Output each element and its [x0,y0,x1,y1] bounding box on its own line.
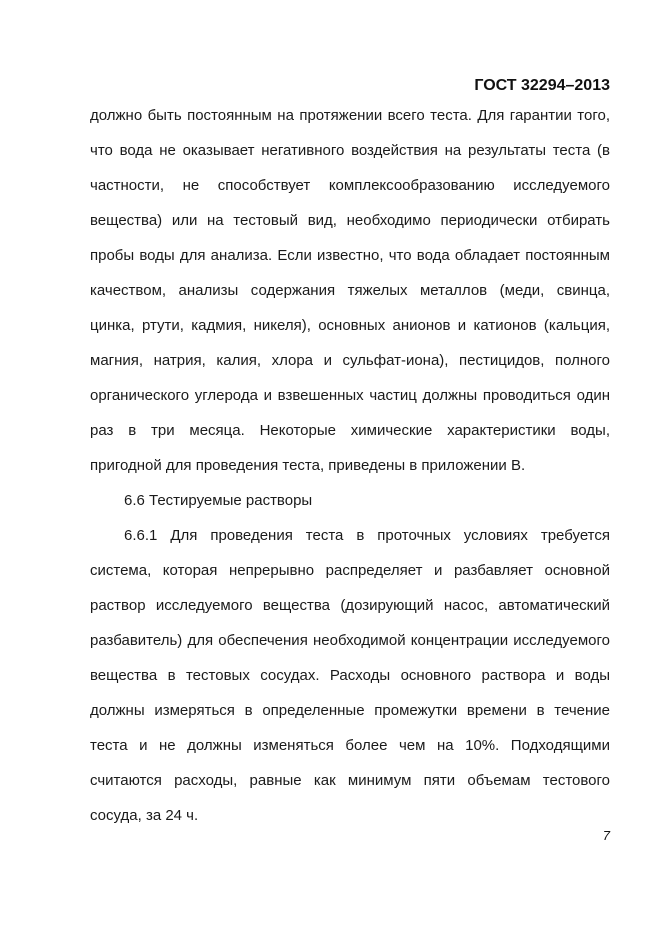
text-line: органического углерода и взвешенных частиц должны проводиться один [90,387,610,404]
text-line: система, которая непрерывно распределяет и разбавляет основной [90,562,610,579]
document-header-gost-number: ГОСТ 32294–2013 [474,77,610,94]
text-line: должно быть постоянным на протяжении всего теста. Для гарантии того, [90,107,610,124]
text-line: частности, не способствует комплексообразованию исследуемого [90,177,610,194]
text-line: вещества в тестовых сосудах. Расходы основного раствора и воды [90,667,610,684]
text-line: качеством, анализы содержания тяжелых металлов (меди, свинца, [90,282,610,299]
text-line: считаются расходы, равные как минимум пяти объемам тестового [90,772,610,789]
text-line: должны измеряться в определенные промежутки времени в течение [90,702,610,719]
text-line: разбавитель) для обеспечения необходимой концентрации исследуемого [90,632,610,649]
text-block [90,98,610,833]
text-line: пробы воды для анализа. Если известно, что вода обладает постоянным [90,247,610,264]
text-line: пригодной для проведения теста, приведены в приложении В. [90,457,526,474]
text-line: теста и не должны изменяться более чем на 10%. Подходящими [90,737,610,754]
page-number: 7 [602,828,610,843]
text-line: раствор исследуемого вещества (дозирующий насос, автоматический [90,597,610,614]
text-line: сосуда, за 24 ч. [90,807,199,824]
text-line: 6.6.1 Для проведения теста в проточных условиях требуется [124,527,610,544]
text-line: что вода не оказывает негативного воздействия на результаты теста (в [90,142,610,159]
text-line: магния, натрия, калия, хлора и сульфат-иона), пестицидов, полного [90,352,610,369]
text-line: цинка, ртути, кадмия, никеля), основных анионов и катионов (кальция, [90,317,610,334]
text-line: вещества) или на тестовый вид, необходимо периодически отбирать [90,212,610,229]
text-line: раз в три месяца. Некоторые химические характеристики воды, [90,422,610,439]
text-line: 6.6 Тестируемые растворы [124,492,313,509]
